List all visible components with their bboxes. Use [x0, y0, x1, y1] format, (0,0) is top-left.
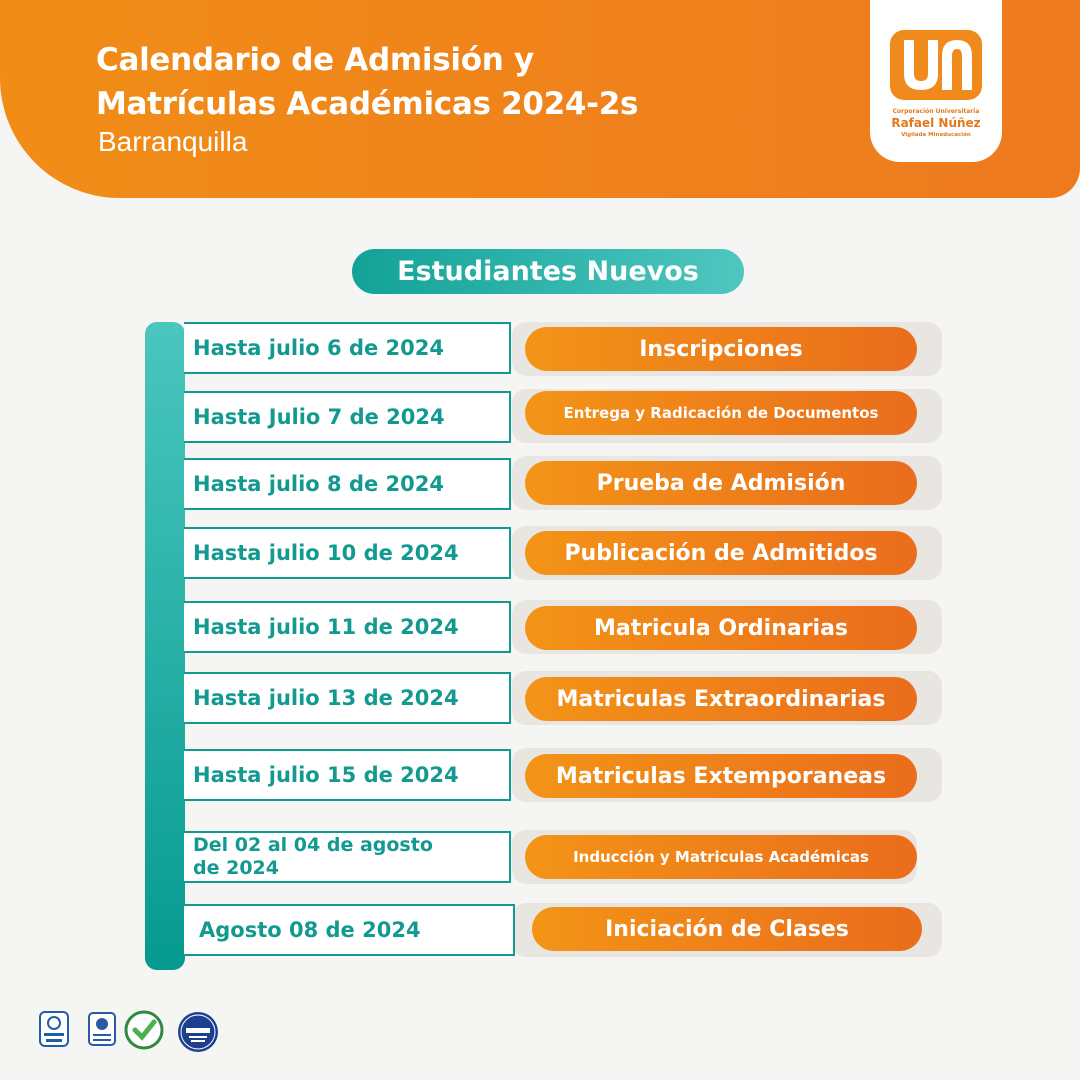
logo-text-line2: Rafael Núñez	[891, 116, 981, 130]
university-logo	[870, 0, 1002, 162]
schedule-date: Hasta Julio 7 de 2024	[184, 391, 511, 443]
schedule-date: Hasta julio 8 de 2024	[184, 458, 511, 510]
un-logo-icon	[890, 30, 982, 100]
schedule-date-line1: Del 02 al 04 de agosto	[193, 834, 433, 856]
schedule-date: Agosto 08 de 2024	[184, 904, 515, 956]
schedule-event: Entrega y Radicación de Documentos	[525, 391, 917, 435]
title-line-2: Matrículas Académicas 2024-2s	[96, 86, 639, 122]
schedule-event: Matriculas Extraordinarias	[525, 677, 917, 721]
schedule-date: Hasta julio 6 de 2024	[184, 322, 511, 374]
city-subtitle: Barranquilla	[98, 126, 248, 157]
schedule-event: Inducción y Matriculas Académicas	[525, 835, 917, 879]
schedule-event: Publicación de Admitidos	[525, 531, 917, 575]
schedule-event: Inscripciones	[525, 327, 917, 371]
timeline-bar	[145, 322, 185, 970]
schedule-event: Prueba de Admisión	[525, 461, 917, 505]
iqnet-icon	[176, 1010, 220, 1054]
schedule-event: Iniciación de Clases	[532, 907, 922, 951]
schedule-date	[184, 831, 511, 883]
certificado-icon	[124, 1010, 164, 1050]
section-heading: Estudiantes Nuevos	[352, 249, 744, 294]
logo-text-line1: Corporación Universitaria	[892, 108, 980, 115]
icontec-icon	[34, 1010, 74, 1050]
schedule-date: Hasta julio 15 de 2024	[184, 749, 511, 801]
schedule-date-line2: de 2024	[193, 857, 279, 879]
schedule-date: Hasta julio 13 de 2024	[184, 672, 511, 724]
logo-text-line3: Vigilada Mineducación	[901, 132, 971, 138]
title-line-1: Calendario de Admisión y	[96, 42, 534, 78]
bureau-veritas-icon	[82, 1010, 122, 1050]
schedule-event: Matriculas Extemporaneas	[525, 754, 917, 798]
schedule-date: Hasta julio 10 de 2024	[184, 527, 511, 579]
schedule-event: Matricula Ordinarias	[525, 606, 917, 650]
page-title	[96, 38, 638, 126]
schedule-date: Hasta julio 11 de 2024	[184, 601, 511, 653]
